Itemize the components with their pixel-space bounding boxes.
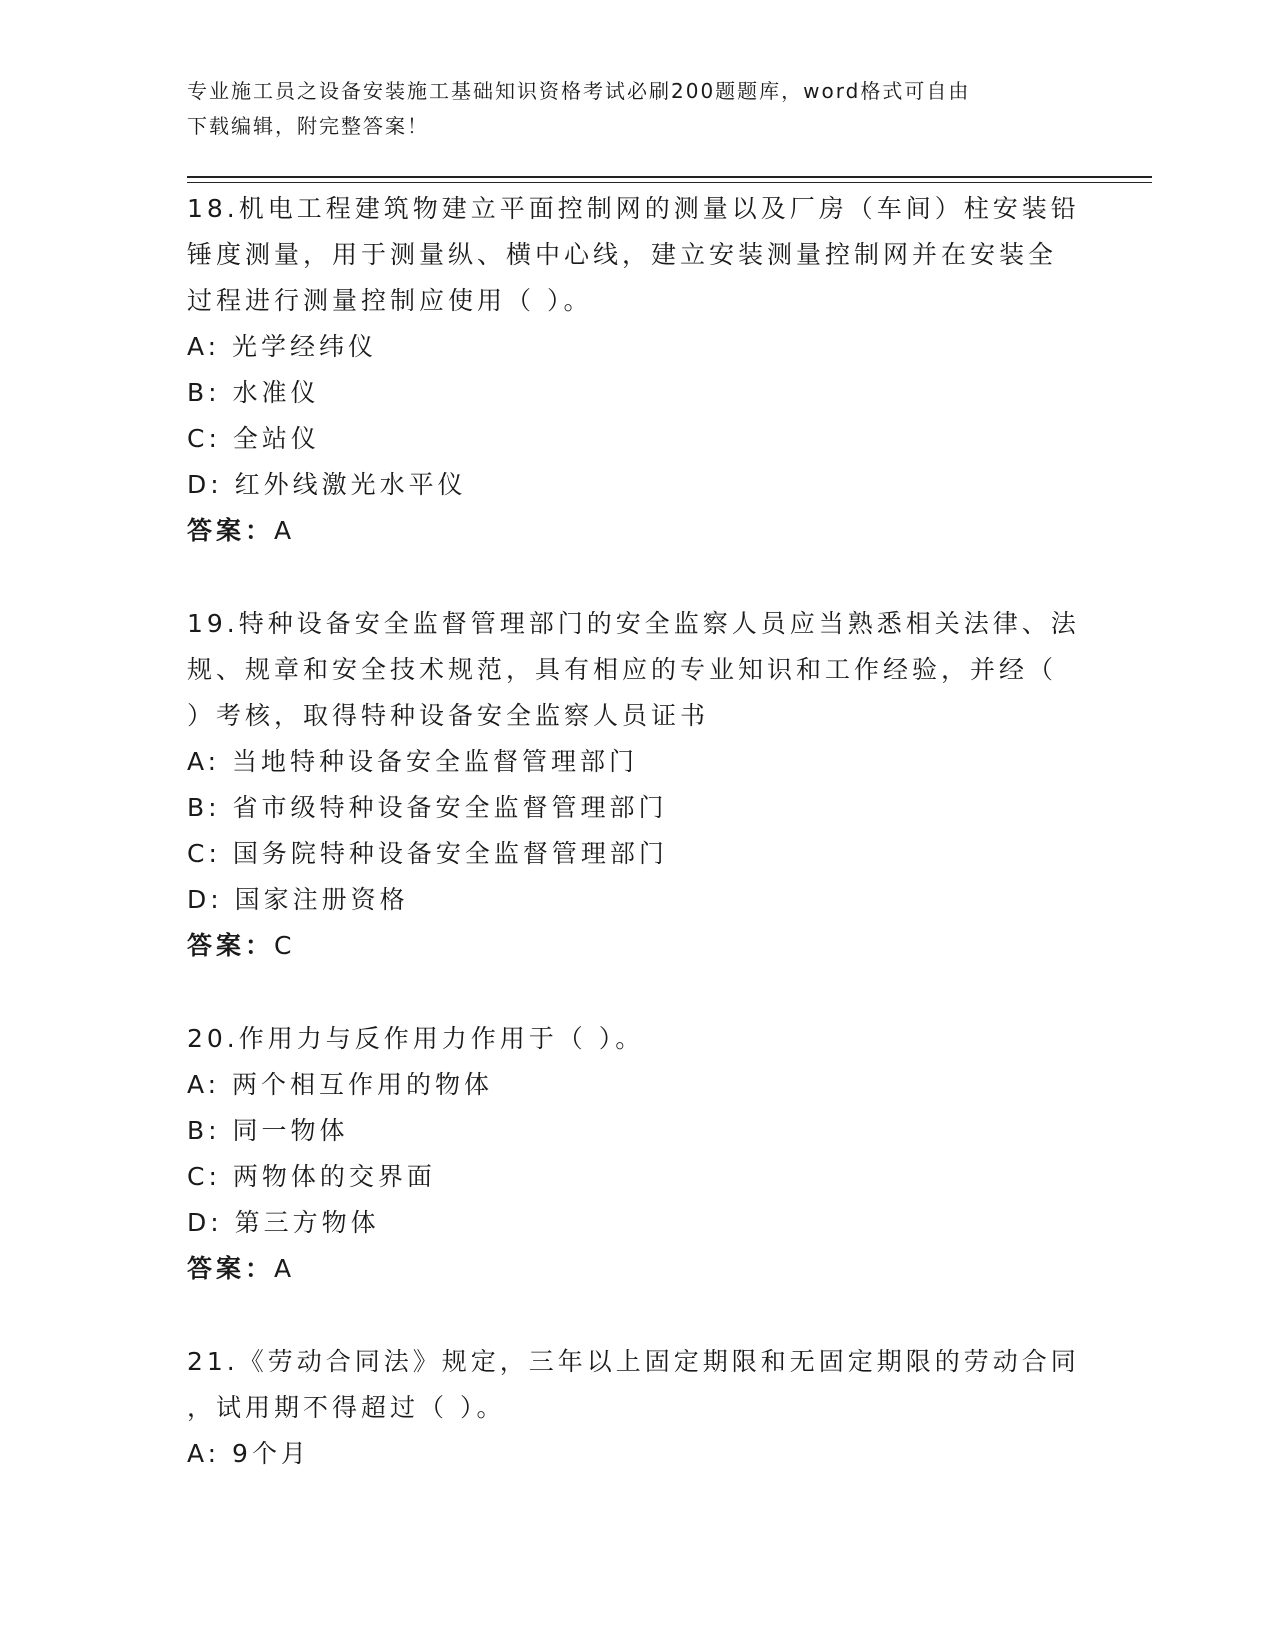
option-d: D: 第三方物体 xyxy=(187,1208,380,1237)
answer-label: 答案： xyxy=(187,1254,275,1283)
option-b: B: 省市级特种设备安全监督管理部门 xyxy=(187,793,668,822)
answer-value: C xyxy=(274,931,296,960)
question-stem-line: 过程进行测量控制应使用（ ）。 xyxy=(187,286,593,315)
option-c: C: 全站仪 xyxy=(187,424,320,453)
option-a: A: 光学经纬仪 xyxy=(187,332,378,361)
question-spacer xyxy=(187,554,1107,601)
header-line-1: 专业施工员之设备安装施工基础知识资格考试必刷200题题库，word格式可自由 xyxy=(187,79,971,103)
question-stem-line: 20.作用力与反作用力作用于（ ）。 xyxy=(187,1024,645,1053)
option-d: D: 国家注册资格 xyxy=(187,885,409,914)
option-a: A: 9个月 xyxy=(187,1439,310,1468)
option-c: C: 国务院特种设备安全监督管理部门 xyxy=(187,839,668,868)
answer-line xyxy=(187,508,1107,554)
question-stem-line: 锤度测量，用于测量纵、横中心线，建立安装测量控制网并在安装全 xyxy=(187,240,1058,269)
question-spacer xyxy=(187,969,1107,1016)
question-list xyxy=(187,186,1107,1477)
question-spacer xyxy=(187,1292,1107,1339)
answer-label: 答案： xyxy=(187,931,275,960)
question-stem-line: ，试用期不得超过（ ）。 xyxy=(187,1393,506,1422)
question-stem-line: ）考核，取得特种设备安全监察人员证书 xyxy=(187,701,710,730)
question-stem-line: 规、规章和安全技术规范，具有相应的专业知识和工作经验，并经（ xyxy=(187,655,1058,684)
header-divider-thin xyxy=(187,182,1152,183)
answer-value: A xyxy=(274,516,296,545)
question-stem-line: 21.《劳动合同法》规定，三年以上固定期限和无固定期限的劳动合同 xyxy=(187,1347,1080,1376)
answer-line xyxy=(187,923,1107,969)
document-header xyxy=(187,74,1067,144)
question-stem-line: 19.特种设备安全监督管理部门的安全监察人员应当熟悉相关法律、法 xyxy=(187,609,1080,638)
question-20 xyxy=(187,1016,1107,1292)
header-divider-thick xyxy=(187,176,1152,178)
answer-line xyxy=(187,1246,1107,1292)
option-b: B: 水准仪 xyxy=(187,378,320,407)
question-18 xyxy=(187,186,1107,554)
option-b: B: 同一物体 xyxy=(187,1116,349,1145)
answer-value: A xyxy=(274,1254,296,1283)
option-a: A: 两个相互作用的物体 xyxy=(187,1070,494,1099)
header-line-2: 下载编辑，附完整答案！ xyxy=(187,114,429,138)
question-19 xyxy=(187,601,1107,969)
option-d: D: 红外线激光水平仪 xyxy=(187,470,467,499)
question-stem-line: 18.机电工程建筑物建立平面控制网的测量以及厂房（车间）柱安装铅 xyxy=(187,194,1080,223)
answer-label: 答案： xyxy=(187,516,275,545)
question-21 xyxy=(187,1339,1107,1477)
option-a: A: 当地特种设备安全监督管理部门 xyxy=(187,747,639,776)
option-c: C: 两物体的交界面 xyxy=(187,1162,436,1191)
